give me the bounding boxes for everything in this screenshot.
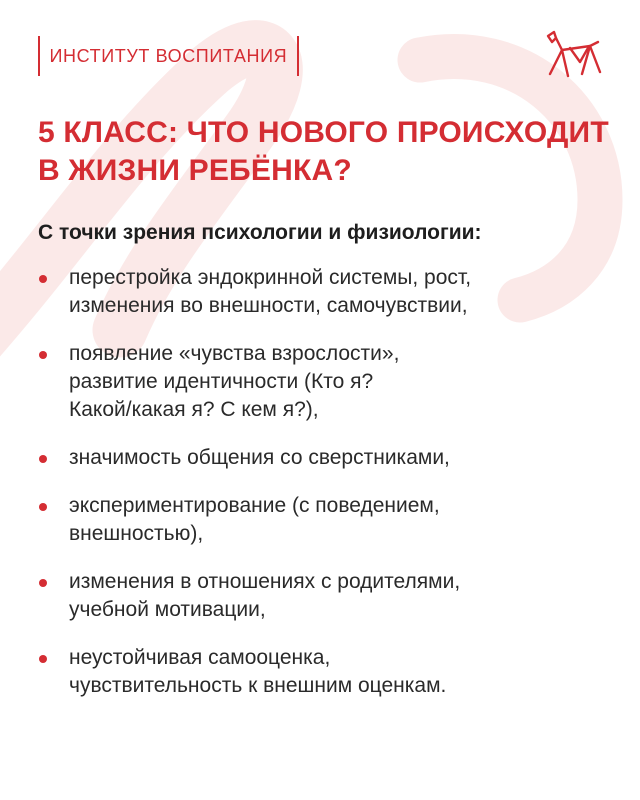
list-item xyxy=(38,444,608,472)
list-item xyxy=(38,340,608,424)
list-item-text: неустойчивая самооценка, xyxy=(69,646,331,669)
org-name: ИНСТИТУТ ВОСПИТАНИЯ xyxy=(49,45,288,66)
list-item-text: появление «чувства взрослости», xyxy=(69,342,400,365)
list-item xyxy=(38,644,608,700)
list-item-text: экспериментирование (с поведением, xyxy=(69,494,440,517)
list-item-text: внешностью), xyxy=(69,522,204,545)
bullet-dot-icon xyxy=(39,275,47,283)
page-title-line: 5 КЛАСС: ЧТО НОВОГО ПРОИСХОДИТ xyxy=(38,116,609,149)
bullet-dot-icon xyxy=(39,455,47,463)
list-item-text: перестройка эндокринной системы, рост, xyxy=(69,266,472,289)
list-item-text: развитие идентичности (Кто я? xyxy=(69,370,374,393)
list-item-text: изменения во внешности, самочувствии, xyxy=(69,294,468,317)
horse-logo-icon xyxy=(540,28,606,82)
list-item xyxy=(38,264,608,320)
header xyxy=(38,36,299,76)
list-item-text: значимость общения со сверстниками, xyxy=(69,446,450,469)
page-title-line: В ЖИЗНИ РЕБЁНКА? xyxy=(38,154,352,187)
list-item-text: чувствительность к внешним оценкам. xyxy=(69,674,447,697)
list-item-text: изменения в отношениях с родителями, xyxy=(69,570,461,593)
section-subtitle: С точки зрения психологии и физиологии: xyxy=(38,221,482,244)
list-item-text: учебной мотивации, xyxy=(69,598,266,621)
list-item xyxy=(38,568,608,624)
bullet-dot-icon xyxy=(39,655,47,663)
bullet-dot-icon xyxy=(39,503,47,511)
list-item xyxy=(38,492,608,548)
page-title xyxy=(38,114,608,190)
bullet-list xyxy=(38,264,608,720)
bullet-dot-icon xyxy=(39,351,47,359)
bullet-dot-icon xyxy=(39,579,47,587)
list-item-text: Какой/какая я? С кем я?), xyxy=(69,398,319,421)
header-right-divider xyxy=(297,36,299,76)
